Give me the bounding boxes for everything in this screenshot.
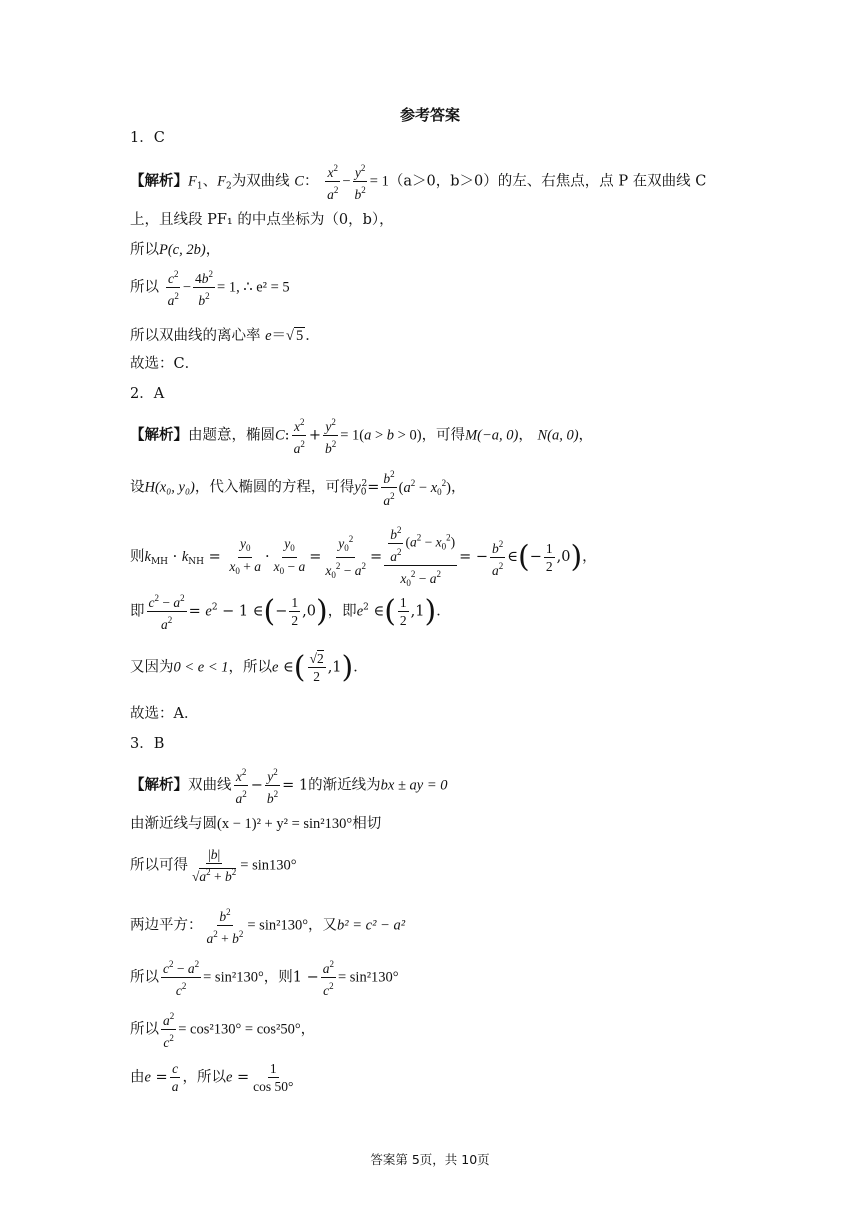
page-title: 参考答案 xyxy=(399,106,460,124)
q3-line-4 xyxy=(130,904,405,947)
q3-line3-b: = sin130° xyxy=(240,857,297,874)
q2-line-6: 故选：A． xyxy=(130,706,199,722)
q3-line1-c: bx ± ay = 0 xyxy=(380,777,448,794)
q3-line7-b: ，所以 xyxy=(182,1069,226,1086)
q3-fraction-x2a2: $\frac{x^2}{a^2}$ xyxy=(234,764,249,807)
q2-line5-end: ． xyxy=(353,659,368,676)
q3-line2-c: 相切 xyxy=(352,816,382,832)
q1-line-2: 上，且线段 PF₁ 的中点坐标为（0，b）， xyxy=(130,212,394,228)
q2-line1-b: ，可得 xyxy=(421,427,466,444)
q3-fraction-b2-a2b2: $\frac{b^2}{a^2 + b^2}$ xyxy=(205,904,246,947)
q1-analysis-tag: 【解析】 xyxy=(130,172,188,190)
q3-line4-b: = sin²130°，又 xyxy=(247,917,337,934)
q2-fraction-compound: $\frac{b^2}{a^2}$ $(a^2 - x_0^2)$ $x_0^2 - a^2$ xyxy=(384,522,457,592)
q3-line-2 xyxy=(130,812,381,833)
q2-fraction-y02: $\frac{y_0^2}{x_0^2 - a^2}$ xyxy=(323,531,368,584)
q2-fraction-y2b2: $\frac{y^2}{b^2}$ xyxy=(323,414,338,457)
q3-line5-b: = sin²130°，则 xyxy=(203,969,293,986)
q1-line5-prefix: 所以双曲线的离心率 xyxy=(130,328,261,344)
q3-line2-b: (x − 1)² + y² = sin²130° xyxy=(217,816,353,832)
q2-line1-f: ， xyxy=(578,427,594,444)
q1-line-6: 故选：C． xyxy=(130,356,200,372)
q1-fraction-x2a2: $\frac{x^2}{a^2}$ xyxy=(325,160,340,203)
q3-line7-a: 由 xyxy=(130,1069,145,1086)
q2-line4-end: ． xyxy=(436,603,451,620)
q2-line3-a: 则 xyxy=(130,549,145,565)
q2-line-4: 即 $\frac{c^2 - a^2}{a^2}$ = $e^2 - 1$ ∈(− $\frac{1}{2}$ ,0)，即$e^2$ ∈( $\frac{1}{2}$ ,1)． xyxy=(130,590,451,633)
q2-fraction-half: $\frac{1}{2}$ xyxy=(545,540,553,574)
q1-fraction-4b2b2: $\frac{4b^2}{b^2}$ xyxy=(193,266,215,309)
q3-fraction-a2c2-2: $\frac{a^2}{c^2}$ xyxy=(161,1008,176,1051)
q1-line4-tail: = 1, ∴ e² = 5 xyxy=(217,279,290,296)
q1-line3-math: P(c, 2b) xyxy=(159,242,206,258)
q2-fraction-x2a2: $\frac{x^2}{a^2}$ xyxy=(292,414,307,457)
q2-line1-e: N(a, 0) xyxy=(537,427,579,444)
q3-fraction-y2b2: $\frac{y^2}{b^2}$ xyxy=(265,764,280,807)
q3-line5-a: 所以 xyxy=(130,969,159,986)
q2-line1-a: 由题意，椭圆 xyxy=(188,427,275,444)
q3-line1-b: 的渐近线为 xyxy=(308,777,381,794)
q3-line5-c: = sin²130° xyxy=(337,969,399,986)
q2-fraction-sqrt2-2: $\frac{√2}{2}$ xyxy=(309,651,324,684)
q1-answer-label: 1．C xyxy=(130,130,165,146)
q2-line2-d: ， xyxy=(450,479,466,496)
q1-fraction-c2a2: $\frac{c^2}{a^2}$ xyxy=(166,266,181,309)
q2-line2-a: 设 xyxy=(130,479,145,496)
q3-line2-a: 由渐近线与圆 xyxy=(130,816,217,832)
q2-fraction-b2a2: $\frac{b^2}{a^2}$ xyxy=(381,466,396,509)
q1-line-5: 所以双曲线的离心率 e＝√ 5 ． xyxy=(130,328,320,344)
q2-line4-b: ，即 xyxy=(327,603,357,620)
q3-line4-c: b² = c² − a² xyxy=(337,917,406,934)
q1-line3-prefix: 所以 xyxy=(130,242,159,258)
q1-line-1: 【解析】$F_1$、$F_2$为双曲线 C： $\frac{x^2}{a^2}$ − $\frac{y^2}{b^2}$ = 1（a＞0，b＞0）的左、右焦点，点 P 在双曲线 C xyxy=(130,160,706,203)
q2-line3-end: ， xyxy=(582,549,597,565)
q3-line6-b: = cos²130° = cos²50°， xyxy=(178,1021,316,1038)
q3-fraction-c-a: $\frac{c}{a}$ xyxy=(171,1061,179,1094)
q3-line1-a: 双曲线 xyxy=(188,777,232,794)
q2-line2-b: H(x₀, y₀) xyxy=(144,479,195,496)
q1-line5-suffix: ． xyxy=(305,328,320,344)
q2-fraction-c2ma2: $\frac{c^2 - a^2}{a^2}$ xyxy=(147,590,187,633)
q2-line4-a: 即 xyxy=(130,603,145,620)
q1-fraction-y2b2: $\frac{y^2}{b^2}$ xyxy=(353,160,368,203)
q3-line-6 xyxy=(130,1008,315,1051)
q3-line-1: 【解析】双曲线 $\frac{x^2}{a^2}$ − $\frac{y^2}{b^2}$ = 1的渐近线为bx ± ay = 0 xyxy=(130,764,448,807)
q3-answer-label: 3．B xyxy=(130,736,165,752)
q1-line3-suffix: ， xyxy=(205,242,221,258)
q2-line1-d: ， xyxy=(518,427,533,444)
q2-line-2: 设H(x₀, y₀)，代入椭圆的方程，可得$y_0^2=$ $\frac{b^2}{a^2}$ $(a^2 - x_0^2)$， xyxy=(130,466,465,509)
q3-line-3 xyxy=(130,846,297,885)
q2-fraction-neg-b2a2: $\frac{b^2}{a^2}$ xyxy=(490,536,505,579)
q1-line1-tail: （a＞0，b＞0）的左、右焦点，点 P 在双曲线 C xyxy=(388,173,707,190)
q1-line-3 xyxy=(130,238,220,259)
q2-line2-c: ，代入椭圆的方程，可得 xyxy=(194,479,355,496)
q3-line3-a: 所以可得 xyxy=(130,857,188,874)
page-footer: 答案第 5页，共 10页 xyxy=(370,1152,490,1167)
q3-analysis-tag: 【解析】 xyxy=(130,776,188,794)
q3-line-7: 由e = $\frac{c}{a}$ ，所以e = $\frac{1}{\cos 50^\circ}$ xyxy=(130,1061,294,1094)
q2-line1-c: M(−a, 0) xyxy=(465,427,519,444)
q2-line5-c: ，所以 xyxy=(228,659,273,676)
q2-line5-a: 又因为 xyxy=(130,659,174,676)
q3-line6-a: 所以 xyxy=(130,1021,159,1038)
q2-line-3: 则$k_{MH} \cdot k_{NH}$ = $\frac{y_0}{x_0 + a}$ · $\frac{y_0}{x_0 - a}$ = $\frac{y_0^2}{x_0^2 - a^2}$ = $\frac{b^2}{a^2}$ $(a^2 - x_0^2)$ $x_0^2 - a^2$ = − $\frac{b^2}{a^2}$ ∈(− $\frac{1}{2}$ ,0)， xyxy=(130,522,597,592)
q2-analysis-tag: 【解析】 xyxy=(130,426,188,444)
q1-line-4: 所以 $\frac{c^2}{a^2}$ − $\frac{4b^2}{b^2}$ = 1, ∴ e² = 5 xyxy=(130,266,290,309)
q3-line-5: 所以 $\frac{c^2 - a^2}{c^2}$ = sin²130°，则1 − $\frac{a^2}{c^2}$ = sin²130° xyxy=(130,956,399,999)
q2-fraction-half-3: $\frac{1}{2}$ xyxy=(399,595,407,628)
q1-sqrt-5: √ 5 xyxy=(286,328,304,344)
q2-fraction-y0-x0pa: $\frac{y_0}{x_0 + a}$ xyxy=(229,535,262,576)
q1-line4-prefix: 所以 xyxy=(130,279,159,296)
q3-fraction-c2ma2-c2: $\frac{c^2 - a^2}{c^2}$ xyxy=(161,956,201,999)
q2-answer-label: 2．A xyxy=(130,386,165,402)
q1-line1-text: 为双曲线 xyxy=(231,173,290,190)
q3-fraction-a2c2: $\frac{a^2}{c^2}$ xyxy=(321,956,336,999)
q2-fraction-y0-x0ma: $\frac{y_0}{x_0 - a}$ xyxy=(273,535,306,576)
q3-line4-a: 两边平方： xyxy=(130,917,203,934)
q2-line-5: 又因为0 < e < 1，所以e ∈( $\frac{√2}{2}$ ,1)． xyxy=(130,650,368,685)
q3-fraction-abs-b: $\frac{|b|}{√a^2 + b^2}$ xyxy=(192,847,237,884)
q2-line5-b: 0 < e < 1 xyxy=(173,659,229,676)
q2-line-1: 【解析】由题意，椭圆C: $\frac{x^2}{a^2}$ + $\frac{y^2}{b^2}$ = 1(a > b > 0)，可得M(−a, 0)， N(a, 0)， xyxy=(130,414,593,457)
q3-fraction-1-cos50: $\frac{1}{\cos 50^\circ}$ xyxy=(253,1061,294,1094)
q2-fraction-half-2: $\frac{1}{2}$ xyxy=(291,595,299,628)
